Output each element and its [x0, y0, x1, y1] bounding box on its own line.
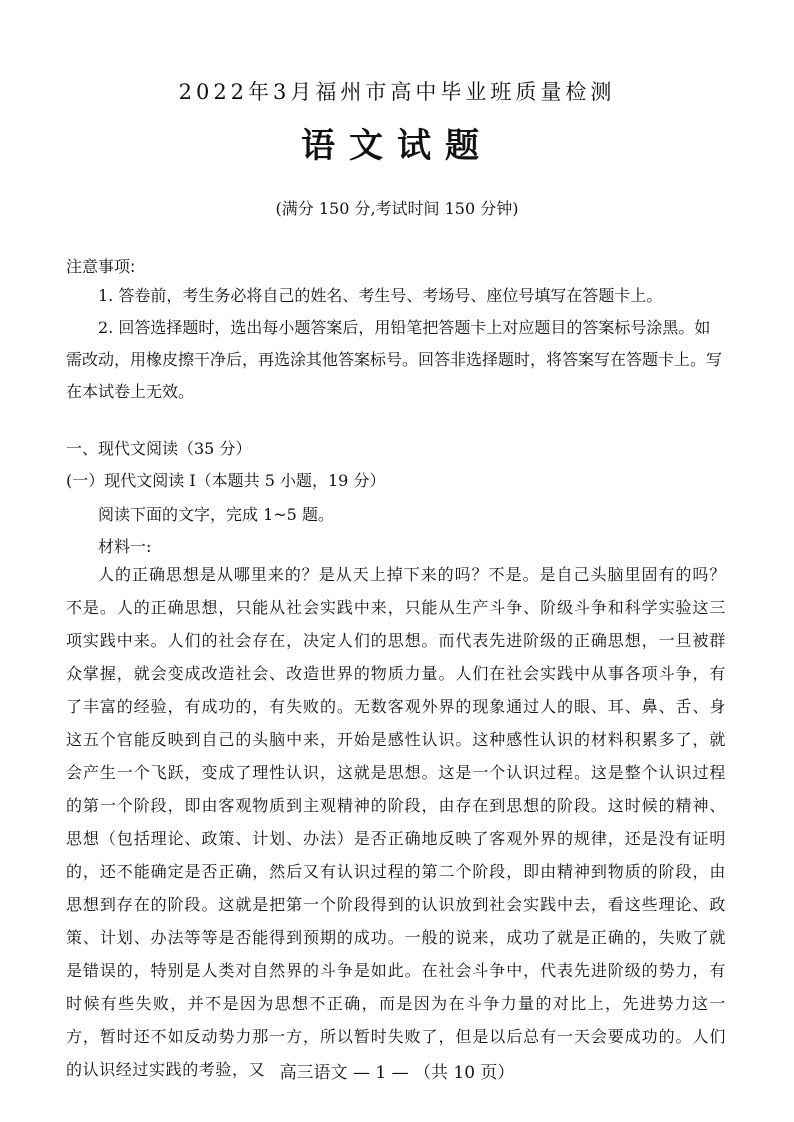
reading-instruction: 阅读下面的文字，完成 1~5 题。	[98, 505, 334, 524]
notice-heading: 注意事项:	[66, 257, 136, 276]
score-note: (满分 150 分,考试时间 150 分钟)	[275, 199, 519, 218]
material-body-text: 人的正确思想是从哪里来的？是从天上掉下来的吗？不是。是自己头脑里固有的吗？不是。人的正确思想，只能从社会实践中来，只能从生产斗争、阶级斗争和科学实验这三项实践中来。人们的社会存在，决定人们的思想。而代表先进阶级的正确思想，一旦被群众掌握，就会变成改造社会、改造世界的物质力量。人们在社会实践中从事各项斗争，有了丰富的经验，有成功的，有失败的。无数客观外界的现象通过人的眼、耳、鼻、舌、身这五个官能反映到自己的头脑中来，开始是感性认识。这种感性认识的材料积累多了，就会产生一个飞跃，变成了理性认识，这就是思想。这是一个认识过程。这是整个认识过程的第一个阶段，即由客观物质到主观精神的阶段，由存在到思想的阶段。这时候的精神、思想（包括理论、政策、计划、办法）是否正确地反映了客观外界的规律，还是没有证明的，还不能确定是否正确，然后又有认识过程的第二个阶段，即由精神到物质的阶段，由思想到存在的阶段。这就是把第一个阶段得到的认识放到社会实践中去，看这些理论、政策、计划、办法等等是否能得到预期的成功。一般的说来，成功了就是正确的，失败了就是错误的，特别是人类对自然界的斗争是如此。在社会斗争中，代表先进阶级的势力，有时候有些失败，并不是因为思想不正确，而是因为在斗争力量的对比上，先进势力这一方，暂时还不如反动势力那一方，所以暂时失败了，但是以后总有一天会要成功的。人们的认识经过实践的考验，又	[66, 565, 726, 1079]
section-title: 一、现代文阅读（35 分）	[66, 439, 252, 458]
material-label: 材料一:	[98, 537, 152, 556]
notice-list	[66, 280, 726, 408]
subsection-title: (一）现代文阅读 I（本题共 5 小题，19 分）	[66, 471, 386, 490]
notice-item: 2. 回答选择题时，选出每小题答案后，用铅笔把答题卡上对应题目的答案标号涂黑。如需改动，用橡皮擦干净后，再选涂其他答案标号。回答非选择题时，将答案写在答题卡上。写在本试卷上无效。	[66, 318, 723, 401]
subject-title: 语文试题	[301, 126, 493, 166]
exam-title: 2022年3月福州市高中毕业班质量检测	[178, 80, 616, 104]
page-footer: 高三语文 — 1 — （共 10 页）	[279, 1063, 515, 1083]
notice-item: 1. 答卷前，考生务必将自己的姓名、考生号、考场号、座位号填写在答题卡上。	[98, 286, 663, 305]
